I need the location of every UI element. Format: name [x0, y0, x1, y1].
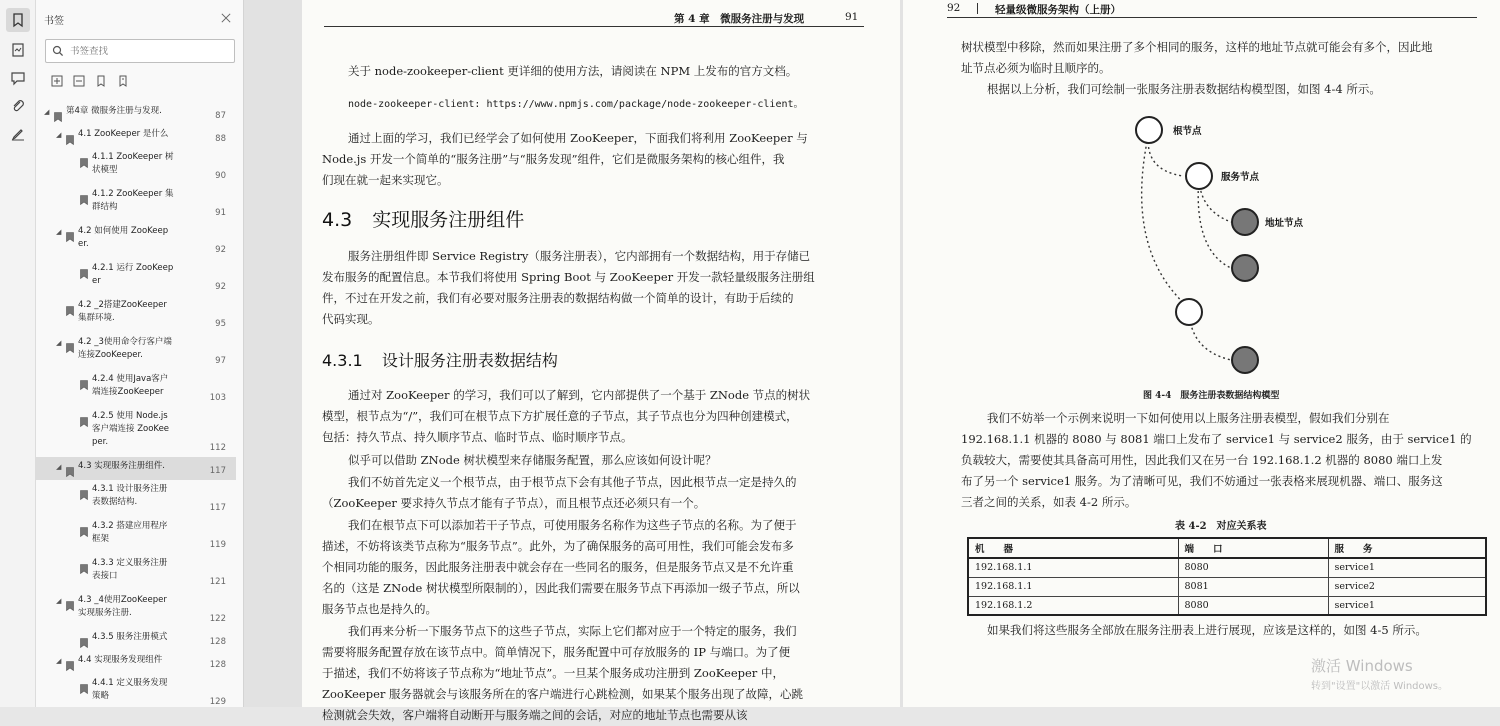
section-heading: [322, 205, 524, 232]
bookmark-panel: [36, 0, 244, 707]
bookmark-page-number: 117: [209, 503, 226, 513]
table-row: [968, 577, 1486, 596]
table-cell: service2: [1328, 577, 1486, 596]
bookmark-item-label: [78, 128, 168, 141]
panel-title: 书签: [44, 16, 64, 27]
bookmark-page-number: 90: [215, 171, 226, 181]
label-line: 4.2 如何使用 ZooKeep: [78, 226, 169, 236]
bookmark-item-icon: [54, 107, 62, 117]
figure-caption: 图 4-4 服务注册表数据结构模型: [1143, 391, 1280, 401]
paragraph: [322, 246, 882, 330]
table-row: [968, 558, 1486, 577]
bookmark-item[interactable]: [36, 628, 236, 651]
table-row: [968, 596, 1486, 615]
table-cell: service1: [1328, 558, 1486, 577]
label-line: 连接ZooKeeper.: [78, 350, 143, 360]
page-header-number: 92: [947, 2, 961, 14]
bookmark-page-number: 88: [215, 134, 226, 144]
expand-arrow-icon[interactable]: ◢: [56, 463, 62, 471]
bookmark-item-label: [92, 262, 173, 288]
bookmark-page-number: 117: [209, 466, 226, 476]
bookmark-item-icon: [80, 264, 88, 274]
label-line: 4.1 ZooKeeper 是什么: [78, 129, 169, 139]
page-header-number: 91: [845, 11, 859, 23]
document-view: [244, 0, 1500, 722]
text-line: 通过对 ZooKeeper 的学习，我们可以了解到，它内部提供了一个基于 ZNode 节点的树状: [348, 388, 811, 402]
table-cell: 192.168.1.1: [968, 577, 1178, 596]
bookmark-item[interactable]: [36, 333, 236, 370]
bookmark-item-label: [78, 225, 168, 251]
text-line: 于描述，我们不妨将该子节点称为“地址节点”。一旦某个服务成功注册到 ZooKeeper 中，: [322, 666, 784, 680]
bookmark-page-number: 121: [209, 577, 226, 587]
text-line: 服务注册组件即 Service Registry（服务注册表），它内部拥有一个数据结构，用于存储已: [348, 249, 811, 263]
bookmark-page-number: 112: [209, 443, 226, 453]
label-line: 实现服务注册.: [78, 608, 132, 618]
text-line: 服务节点也是持久的。: [322, 602, 437, 616]
expand-all-icon[interactable]: [50, 74, 64, 88]
bookmark-item-icon: [66, 130, 74, 140]
text-line: 件，不过在开发之前，我们有必要对服务注册表的数据结构做一个简单的设计，有助于后续的: [322, 291, 794, 305]
bookmark-item-label: [66, 105, 162, 118]
side-toolbar: [0, 0, 36, 707]
label-line: 4.3.2 搭建应用程序: [92, 521, 168, 531]
service-node-label: 服务节点: [1221, 172, 1260, 183]
bookmark-item-label: [78, 460, 165, 473]
bookmark-item-label: [92, 557, 167, 583]
section-number: 4.3: [322, 209, 353, 231]
text-line: 检测就会失效，客户端将自动断开与服务端之间的会话，对应的地址节点也需要从该: [322, 708, 748, 722]
bookmark-tools: [50, 74, 130, 90]
root-node-circle: [1136, 117, 1162, 143]
section-title: 实现服务注册组件: [372, 209, 525, 231]
bookmark-item-label: [92, 373, 168, 399]
page-header-title: 轻量级微服务架构（上册）: [995, 4, 1121, 16]
bookmark-item-icon: [80, 412, 88, 422]
paragraph: [322, 621, 882, 726]
bookmark-item[interactable]: [36, 222, 236, 259]
address-node-label: 地址节点: [1265, 218, 1304, 229]
bookmark-item[interactable]: [36, 651, 236, 674]
label-line: er: [92, 276, 101, 286]
bookmark-item[interactable]: [36, 370, 236, 407]
text-line: ZooKeeper 服务器就会与该服务所在的客户端进行心跳检测，如果某个服务出现了故障，心跳: [322, 687, 804, 701]
service-node-circle: [1176, 299, 1202, 325]
paragraph: [322, 128, 882, 191]
expand-arrow-icon[interactable]: ◢: [44, 108, 50, 116]
bookmark-item[interactable]: [36, 102, 236, 125]
bookmark-item-icon: [66, 301, 74, 311]
text-line: 负载较大，需要使其具备高可用性，因此我们又在另一台 192.168.1.2 机器的 8080 端口上发: [961, 453, 1443, 467]
bookmark-icon[interactable]: [6, 8, 30, 32]
bookmark-item-label: [92, 677, 167, 703]
label-line: 状模型: [92, 165, 118, 175]
bookmark-page-number: 97: [215, 356, 226, 366]
text-line: Node.js 开发一个简单的“服务注册”与“服务发现”组件，它们是微服务架构的核心组件，我: [322, 152, 785, 166]
attachment-icon[interactable]: [6, 94, 30, 118]
label-line: 4.3.1 设计服务注册: [92, 484, 168, 494]
bookmark-item[interactable]: [36, 259, 236, 296]
activation-watermark-subtitle: 转到"设置"以激活 Windows。: [1311, 681, 1449, 692]
label-line: er.: [78, 239, 89, 249]
label-line: 4.2.1 运行 ZooKeep: [92, 263, 174, 273]
tree-model-figure: [1103, 110, 1343, 380]
address-node-circle: [1232, 255, 1258, 281]
table-header-cell: 机 器: [968, 538, 1178, 558]
root-node-label: 根节点: [1173, 126, 1202, 137]
bookmark-item[interactable]: [36, 517, 236, 554]
label-line: 策略: [92, 691, 110, 701]
bookmark-item-icon: [80, 679, 88, 689]
header-separator: [977, 3, 978, 14]
text-line: 根据以上分析，我们可绘制一张服务注册表数据结构模型图，如图 4-4 所示。: [987, 82, 1381, 96]
bookmark-item-icon: [66, 338, 74, 348]
table-cell: 8081: [1178, 577, 1328, 596]
page-91: [302, 0, 900, 722]
bookmark-item-label: [78, 299, 167, 325]
table-header-cell: 服 务: [1328, 538, 1486, 558]
text-line: 布了另一个 service1 服务。为了清晰可见，我们不妨通过一张表格来展现机器、端口、服务这: [961, 474, 1443, 488]
label-line: 端连接ZooKeeper: [92, 387, 164, 397]
text-line: 192.168.1.1 机器的 8080 与 8081 端口上发布了 service1 与 service2 服务，由于 service1 的: [961, 432, 1472, 446]
bookmark-page-number: 122: [209, 614, 226, 624]
bookmark-tree: [36, 102, 244, 711]
bookmark-page-number: 128: [209, 637, 226, 647]
bookmark-item-icon: [80, 633, 88, 643]
service-node-circle: [1186, 163, 1212, 189]
bookmark-page-number: 91: [215, 208, 226, 218]
table-header-row: [968, 538, 1486, 558]
bookmark-page-number: 87: [215, 111, 226, 121]
bookmark-page-number: 92: [215, 245, 226, 255]
label-line: 4.2.5 使用 Node.js: [92, 411, 168, 421]
label-line: 第4章 微服务注册与发现.: [66, 106, 162, 116]
bookmark-item-icon: [66, 462, 74, 472]
label-line: 4.2.4 使用Java客户: [92, 374, 169, 384]
bookmark-item-label: [92, 631, 167, 644]
text-line: 需要将服务配置存放在该节点中。简单情况下，服务配置中可存放服务的 IP 与端口。为了便: [322, 645, 791, 659]
bookmark-page-number: 103: [209, 393, 226, 403]
paragraph: [961, 79, 1491, 100]
bookmark-item-label: [92, 151, 174, 177]
add-bookmark-icon[interactable]: [94, 74, 108, 88]
bookmark-options-icon[interactable]: [116, 74, 130, 88]
label-line: 群结构: [92, 202, 118, 212]
header-rule: [947, 17, 1477, 18]
text-line: 名的（这是 ZNode 树状模型所限制的），因此我们需要在服务节点下再添加一级子节点，所以: [322, 581, 800, 595]
text-line: 发布服务的配置信息。本节我们将使用 Spring Boot 与 ZooKeeper 开发一款轻量级服务注册组: [322, 270, 815, 284]
text-line: 代码实现。: [322, 312, 380, 326]
text-line: 址节点必须为临时且顺序的。: [961, 61, 1111, 75]
bookmark-item-icon: [80, 153, 88, 163]
bookmark-item[interactable]: [36, 125, 236, 148]
address-node-circle: [1232, 209, 1258, 235]
text-line: 我们再来分析一下服务节点下的这些子节点，实际上它们都对应于一个特定的服务，我们: [348, 624, 797, 638]
table-cell: 8080: [1178, 596, 1328, 615]
label-line: per.: [92, 437, 109, 447]
page-92: [903, 0, 1500, 707]
expand-arrow-icon[interactable]: ◢: [56, 339, 62, 347]
text-line: 模型，根节点为“/”，我们可在根节点下方扩展任意的子节点，其子节点也分为四种创建模式，: [322, 409, 798, 423]
label-line: 4.3.3 定义服务注册: [92, 558, 168, 568]
text-line: 我们不妨首先定义一个根节点，由于根节点下会有其他子节点，因此根节点一定是持久的: [348, 475, 797, 489]
table-cell: 8080: [1178, 558, 1328, 577]
bookmark-item-icon: [80, 559, 88, 569]
text-line: （ZooKeeper 要求持久节点才能有子节点），而且根节点还必须只有一个。: [322, 496, 706, 510]
bookmark-item[interactable]: [36, 457, 236, 480]
bookmark-item-label: [92, 410, 169, 449]
text-line: 们现在就一起来实现它。: [322, 173, 449, 187]
bookmark-item-icon: [80, 375, 88, 385]
text-line: 包括：持久节点、持久顺序节点、临时节点、临时顺序节点。: [322, 430, 633, 444]
label-line: 4.4 实现服务发现组件: [78, 655, 163, 665]
paragraph: [961, 37, 1491, 79]
paragraph: 关于 node-zookeeper-client 更详细的使用方法，请阅读在 NPM 上发布的官方文档。: [348, 64, 798, 78]
text-line: 通过上面的学习，我们已经学会了如何使用 ZooKeeper，下面我们将利用 ZooKeeper 与: [348, 131, 808, 145]
bookmark-item-label: [92, 483, 167, 509]
bookmark-item[interactable]: [36, 407, 236, 457]
expand-arrow-icon[interactable]: ◢: [56, 657, 62, 665]
close-icon[interactable]: [219, 11, 233, 25]
search-icon: [52, 45, 64, 57]
table-cell: 192.168.1.1: [968, 558, 1178, 577]
bookmark-item-label: [78, 594, 167, 620]
comment-icon[interactable]: [6, 66, 30, 90]
label-line: 4.2 _2搭建ZooKeeper: [78, 300, 167, 310]
label-line: 4.1.1 ZooKeeper 树: [92, 152, 174, 162]
paragraph: [322, 515, 882, 620]
bookmark-item[interactable]: [36, 554, 236, 591]
paragraph: [322, 472, 882, 514]
label-line: 4.3 实现服务注册组件.: [78, 461, 165, 471]
bookmark-search-input[interactable]: [70, 46, 220, 57]
bookmark-item-icon: [80, 190, 88, 200]
label-line: 集群环境.: [78, 313, 115, 323]
label-line: 表数据结构.: [92, 497, 138, 507]
paragraph: [961, 408, 1491, 513]
bookmark-item-icon: [80, 522, 88, 532]
text-line: 我们在根节点下可以添加若干子节点，可使用服务名称作为这些子节点的名称。为了便于: [348, 518, 797, 532]
text-line: 我们不妨举一个示例来说明一下如何使用以上服务注册表模型，假如我们分别在: [987, 411, 1390, 425]
text-line: 三者之间的关系，如表 4-2 所示。: [961, 495, 1137, 509]
thumbnail-icon[interactable]: [6, 38, 30, 62]
subsection-heading: [322, 348, 558, 371]
bookmark-page-number: 92: [215, 282, 226, 292]
bookmark-page-number: 129: [209, 697, 226, 707]
label-line: 框架: [92, 534, 110, 544]
label-line: 4.1.2 ZooKeeper 集: [92, 189, 174, 199]
bookmark-item-icon: [80, 485, 88, 495]
bookmark-item[interactable]: [36, 296, 236, 333]
label-line: 4.3.5 服务注册模式: [92, 632, 168, 642]
paragraph: [322, 450, 882, 471]
text-line: 似乎可以借助 ZNode 树状模型来存储服务配置，那么应该如何设计呢？: [348, 453, 717, 467]
bookmark-item[interactable]: [36, 480, 236, 517]
text-line: 个相同功能的服务，因此服务注册表中就会存在一些同名的服务，但是服务节点又是不允许重: [322, 560, 794, 574]
collapse-all-icon[interactable]: [72, 74, 86, 88]
label-line: 4.3 _4使用ZooKeeper: [78, 595, 167, 605]
table-cell: 192.168.1.2: [968, 596, 1178, 615]
label-line: 4.4.1 定义服务发现: [92, 678, 168, 688]
address-node-circle: [1232, 347, 1258, 373]
bookmark-item-icon: [66, 227, 74, 237]
bookmark-page-number: 119: [209, 540, 226, 550]
code-line: node-zookeeper-client: https://www.npmjs.com/package/node-zookeeper-client。: [348, 99, 804, 110]
table-caption: 表 4-2 对应关系表: [1175, 521, 1267, 532]
bookmark-item[interactable]: [36, 674, 236, 711]
text-line: 描述，不妨将该类节点称为“服务节点”。此外，为了确保服务的高可用性，我们可能会发布多: [322, 539, 794, 553]
bookmark-item-label: [78, 336, 172, 362]
bookmark-item-label: [92, 188, 174, 214]
bookmark-item[interactable]: [36, 185, 236, 222]
subsection-title: 设计服务注册表数据结构: [381, 351, 558, 370]
label-line: 客户端连接 ZooKee: [92, 424, 170, 434]
subsection-number: 4.3.1: [322, 351, 363, 370]
table-body: [968, 558, 1486, 615]
bookmark-item[interactable]: [36, 591, 236, 628]
bookmark-item[interactable]: [36, 148, 236, 185]
label-line: 表接口: [92, 571, 118, 581]
bookmark-search-box[interactable]: [45, 39, 235, 63]
bookmark-item-label: [78, 654, 162, 667]
bookmark-item-icon: [66, 656, 74, 666]
page-header-chapter: 第 4 章 微服务注册与发现: [674, 13, 805, 25]
activation-watermark-title: 激活 Windows: [1311, 657, 1413, 675]
expand-arrow-icon[interactable]: ◢: [56, 597, 62, 605]
paragraph: [961, 620, 1491, 641]
bookmark-page-number: 128: [209, 660, 226, 670]
bookmark-item-label: [92, 520, 167, 546]
bookmark-item-icon: [66, 596, 74, 606]
paragraph: [322, 385, 882, 448]
table-cell: service1: [1328, 596, 1486, 615]
relation-table: [967, 537, 1487, 616]
expand-arrow-icon[interactable]: ◢: [56, 131, 62, 139]
table-header-cell: 端 口: [1178, 538, 1328, 558]
bookmark-page-number: 95: [215, 319, 226, 329]
text-line: 如果我们将这些服务全部放在服务注册表上进行展现，应该是这样的，如图 4-5 所示。: [987, 623, 1427, 637]
text-line: 树状模型中移除，然而如果注册了多个相同的服务，这样的地址节点就可能会有多个，因此地: [961, 40, 1433, 54]
header-rule: [324, 26, 864, 27]
expand-arrow-icon[interactable]: ◢: [56, 228, 62, 236]
label-line: 4.2 _3使用命令行客户端: [78, 337, 172, 347]
signature-icon[interactable]: [6, 122, 30, 146]
